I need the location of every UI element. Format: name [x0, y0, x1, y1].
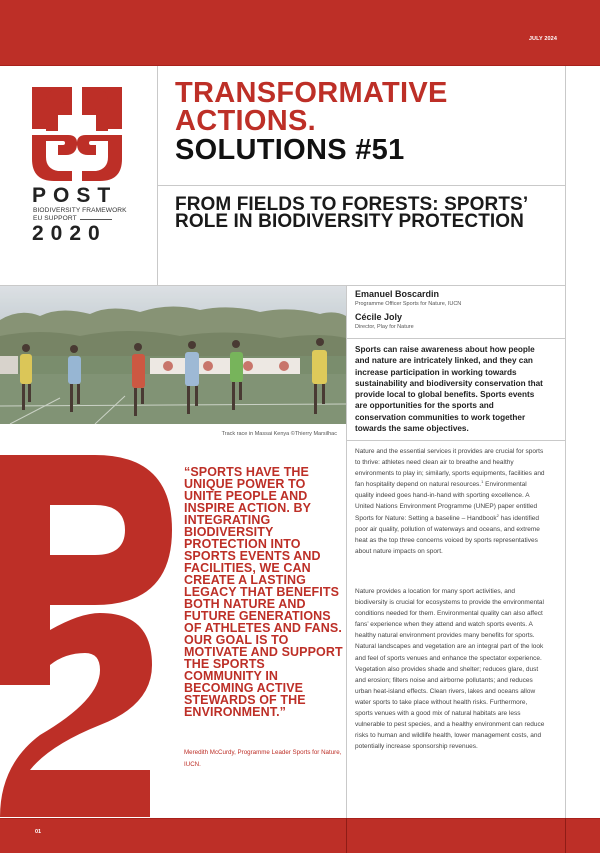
author: [355, 312, 545, 331]
footnote-ref-2[interactable]: 2: [496, 512, 499, 518]
title-line-3: SOLUTIONS #51: [175, 134, 405, 166]
lede-paragraph: Sports can raise awareness about how people and nature are intricately linked, and they can increase participation in working towards sustainability and biodiversity conservation that provide local to global benefits. Sports events are opportunities for the sports and conservation communities to work together towards the same objectives.: [355, 345, 543, 434]
logo-subtitle-line1: BIODIVERSITY FRAMEWORK: [33, 207, 127, 214]
author-role: Director, Play for Nature: [355, 324, 414, 330]
track-race-image: [0, 286, 346, 424]
body-p1-part-a: Nature and the essential services it provides are crucial for sports to thrive: athletes need clean air to breathe and healthy environments to play in; similarly, sports equipments, facilities and fan hospitality depend on natural resources.: [355, 448, 545, 489]
quote-attribution: Meredith McCurdy, Programme Leader Sports for Nature, IUCN.: [184, 749, 342, 768]
footer-divider: [346, 818, 347, 853]
grid-divider: [346, 338, 565, 339]
footnote-ref-1[interactable]: 1: [481, 479, 484, 485]
logo-word-post: POST: [32, 184, 118, 207]
author-name: Emanuel Boscardin: [355, 289, 440, 299]
title-line-1: TRANSFORMATIVE: [175, 77, 448, 109]
author: [355, 289, 545, 308]
authors: [355, 289, 545, 331]
post2020-logo: [28, 85, 138, 245]
logo-subtitle-line2: EU SUPPORT: [33, 214, 77, 222]
pull-quote: “SPORTS HAVE THE UNIQUE POWER TO UNITE PEOPLE AND INSPIRE ACTION. BY INTEGRATING BIODIVERSITY PROTECTION INTO SPORTS EVENTS AND FACILITIES, WE CAN CREATE A LASTING LEGACY THAT BENEFITS BOTH NATURE AND FUTURE GENERATIONS OF ATHLETES AND FANS. OUR GOAL IS TO MOTIVATE AND SUPPORT THE SPORTS COMMUNITY IN BECOMING ACTIVE STEWARDS OF THE ENVIRONMENT.”: [184, 465, 343, 719]
footer-divider: [565, 818, 566, 853]
article-subtitle: FROM FIELDS TO FORESTS: SPORTS’ ROLE IN BIODIVERSITY PROTECTION: [175, 194, 528, 232]
page-number: 01: [35, 829, 42, 835]
title-line-2: ACTIONS.: [175, 105, 316, 137]
post2020-logo-mark-icon: [28, 85, 126, 183]
grid-divider: [565, 66, 566, 818]
logo-subtitle-line2-row: [33, 215, 138, 223]
grid-divider: [346, 286, 347, 818]
logo-year: 2020: [32, 222, 107, 245]
author-name: Cécile Joly: [355, 312, 403, 322]
header-band: [0, 0, 600, 66]
body-paragraph-2: Nature provides a location for many sport activities, and biodiversity is crucial for ecosystems to provide the environmental conditions needed for them. Environmental quality can also affect fans’ experience when they attend and watch sports events. A healthy natural environment provides many benefits for sports. Natural landscapes and vegetation are an integral part of the look and feel of sports venues and enhance the spectator experience. Vegetation also provides shade and shelter; reduces glare, dust and erosion; filters noise and airborne pollutants; and reduces urban heat-island effects. Clean rivers, lakes and oceans allow water sports to take place without health risks. Furthermore, sports venues with a good mix of natural habitats are less vulnerable to pest species, and a healthy environment can reduce risks to human and wildlife health, lower management costs, and potentially increase sponsorship revenues.: [355, 588, 545, 751]
photo-caption: Track race in Massai Kenya ©Thierry Marsilhac: [221, 431, 337, 437]
page-title: [175, 79, 448, 165]
publication-date: JULY 2024: [528, 36, 557, 42]
logo-rule: [80, 219, 112, 220]
grid-divider: [157, 185, 565, 186]
track-race-photo: [0, 286, 346, 424]
big-decorative-numeral-icon: [0, 455, 180, 817]
body-p1-part-c: has identified poor air quality, pollution of waterways and oceans, and extreme heat as the top three concerns voiced by sports representatives about nature impacts on sport.: [355, 514, 540, 555]
author-role: Programme Officer Sports for Nature, IUCN: [355, 301, 462, 307]
footer-band: [0, 818, 600, 853]
body-paragraph-1: [355, 446, 545, 557]
grid-divider: [157, 66, 158, 286]
body-p1-part-b: Environmental quality indeed goes hand-in-hand with sporting excellence. A United Nations Environment Programme (UNEP) paper entitled Sports for Nature: Setting a baseline – Handbook: [355, 481, 538, 522]
grid-divider: [346, 440, 565, 441]
